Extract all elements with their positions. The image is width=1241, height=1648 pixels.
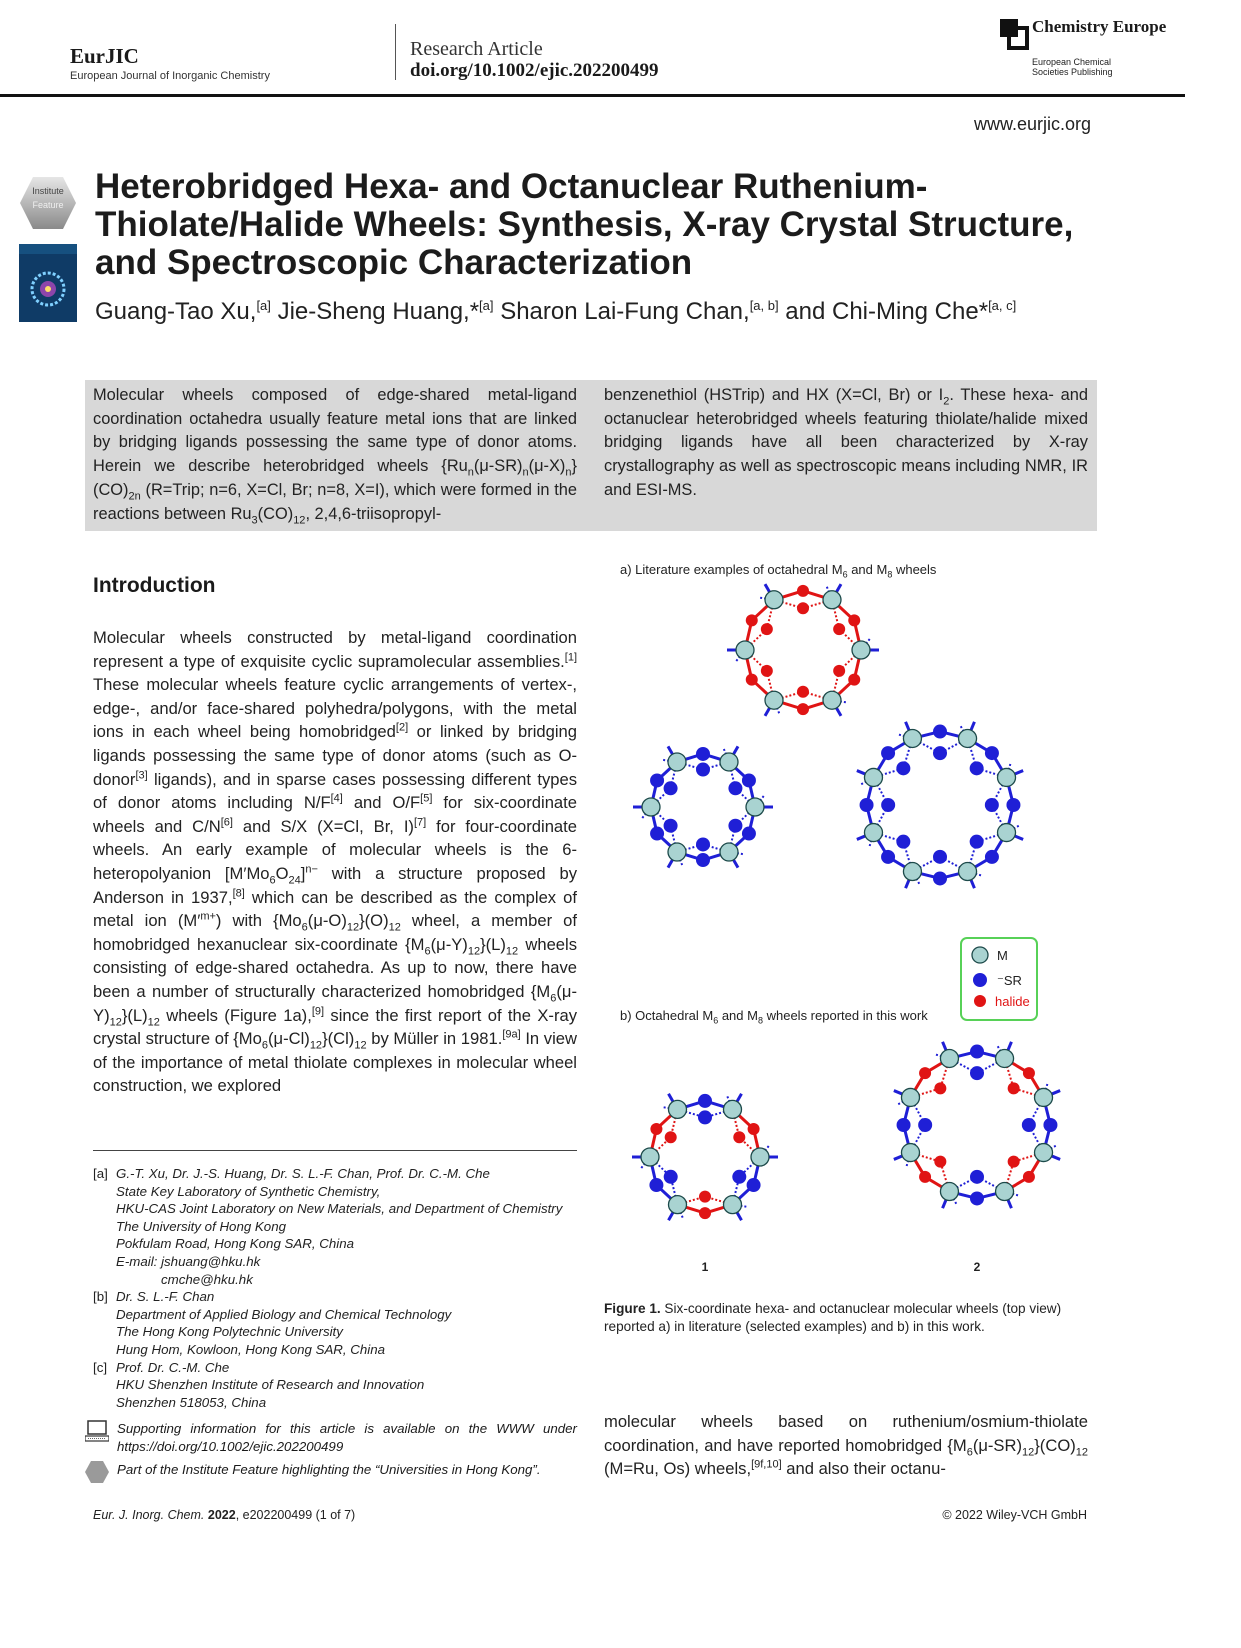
bridging-atom (732, 1170, 746, 1184)
section-heading: Introduction (93, 574, 216, 597)
bridging-atom (797, 703, 809, 715)
bridging-atom (833, 623, 845, 635)
metal-atom (720, 753, 738, 771)
metal-atom (669, 1100, 687, 1118)
bridging-atom (985, 798, 999, 812)
figure-panel-b-label: b) Octahedral $M_6$ and $M_8$ wheels reported in this work (620, 1008, 928, 1026)
metal-atom (864, 824, 882, 842)
bridging-atom (698, 1110, 712, 1124)
header-divider (395, 24, 396, 80)
bridging-atom (728, 819, 742, 833)
bridging-atom (985, 746, 999, 760)
publisher-subtitle: European Chemical Societies Publishing (1032, 57, 1113, 77)
footnote-line: HKU-CAS Joint Laboratory on New Materials, and Department of Chemistry (116, 1201, 563, 1217)
compound-label-2: 2 (973, 1260, 981, 1274)
metal-atom (940, 1049, 958, 1067)
bridging-atom (1008, 1082, 1020, 1094)
footnote-line: The University of Hong Kong (116, 1218, 286, 1234)
author-name: Sharon Lai-Fung Chan, (500, 298, 750, 325)
footnote-line: The Hong Kong Polytechnic University (116, 1324, 343, 1340)
footnote-line: G.-T. Xu, Dr. J.-S. Huang, Dr. S. L.-F. Chan, Prof. Dr. C.-M. Che (116, 1166, 490, 1181)
footnote-line: Prof. Dr. C.-M. Che (116, 1359, 230, 1375)
bridging-atom (733, 1131, 745, 1143)
footnote-line: State Key Laboratory of Synthetic Chemistry, (116, 1183, 381, 1199)
metal-atom (668, 753, 686, 771)
bridging-atom (699, 1207, 711, 1219)
molecular-wheels-figure (600, 560, 1100, 1300)
bridging-atom (848, 674, 860, 686)
bridging-atom (728, 781, 742, 795)
legend-metal-label: M (997, 948, 1008, 963)
footnote-line: Dr. S. L.-F. Chan (116, 1289, 215, 1305)
legend-halide-label: halide (995, 994, 1030, 1009)
bridging-atom (650, 773, 664, 787)
metal-atom (641, 1148, 659, 1166)
bridging-atom (747, 1178, 761, 1192)
bridging-atom (934, 1082, 946, 1094)
metal-atom (852, 641, 870, 659)
metal-atom (823, 591, 841, 609)
author-list (95, 298, 1016, 326)
author-affiliation: [a, c] (988, 298, 1017, 313)
bridging-atom (933, 725, 947, 739)
metal-atom (998, 768, 1016, 786)
metal-atom (864, 768, 882, 786)
figure-legend (961, 938, 1037, 1020)
bridging-atom (881, 850, 895, 864)
bridging-atom (1023, 1067, 1035, 1079)
legend-thiolate-label: ⁻SR (997, 973, 1022, 988)
bridging-atom (650, 827, 664, 841)
bridging-atom (934, 1156, 946, 1168)
bridging-atom (746, 674, 758, 686)
metal-atom (959, 863, 977, 881)
bridging-atom (848, 614, 860, 626)
bridging-atom (881, 798, 895, 812)
bridging-atom (650, 1123, 662, 1135)
copyright-footer: © 2022 Wiley-VCH GmbH (942, 1508, 1087, 1522)
metal-atom (668, 843, 686, 861)
computer-icon (85, 1420, 109, 1442)
article-type: Research Article (410, 38, 543, 60)
article-title: Heterobridged Hexa- and Octanuclear Ruthenium-Thiolate/Halide Wheels: Synthesis, X-ray Crystal Structure, and Spectroscopic Characterization (95, 167, 1074, 282)
metal-atom (903, 729, 921, 747)
bridging-atom (1008, 1156, 1020, 1168)
metal-atom (669, 1196, 687, 1214)
body-paragraph-right: molecular wheels based on ruthenium/osmium-thiolate coordination, and have reported homobridged $\{M_6(\mu-SR)_{12}\}(CO)_{12}$ (M=Ru, Os) wheels,[9f,10] and also their octanu- (604, 1412, 1088, 1479)
author-affiliation: [a] (479, 298, 494, 313)
legend-halide-marker (974, 995, 986, 1007)
metal-atom (642, 798, 660, 816)
bridging-atom (933, 871, 947, 885)
introduction-paragraph: Molecular wheels constructed by metal-ligand coordination represent a type of exquisite cyclic supramolecular assemblies.[1] These molecular wheels feature cyclic arrangements of vertex-, edge-, and/or face-shared polyhedra/polygons, with the metal ions in each wheel being homobridged[2] or linked by bridging ligands possessing the same type of donor atoms (such as O-donor[3] ligands), and in sparse cases possessing different types of donor atoms including N/F[4] and O/F[5] for six-coordinate wheels and C/N[6] and S/X (X=Cl, Br, I)[7] for four-coordinate wheels. An early example of molecular wheels is the 6-heteropolyanion $[M'Mo_6O_{24}]^{n-}$ with a structure proposed by Anderson in 1937,[8] which can be described as the complex of metal ion $(M'^{m+})$ with $\{Mo_6(\mu-O)_{12}\}(O)_{12}$ wheel, a member of homobridged hexanuclear six-coordinate $\{M_6(\mu-Y)_{12}\}(L)_{12}$ wheels consisting of edge-shared octahedra. As up to now, there have been a number of structurally characterized homobridged $\{M_6(\mu-Y)_{12}\}(L)_{12}$ wheels (Figure 1a),[9] since the first report of the X-ray crystal structure of $\{Mo_6(\mu-Cl)_{12}\}(Cl)_{12}$ by Müller in 1981.[9a] In view of the importance of metal thiolate complexes in molecular wheel construction, we explored (93, 628, 578, 1096)
legend-thiolate-marker (973, 973, 987, 987)
author-affiliation: [a, b] (749, 298, 779, 313)
bridging-atom (985, 850, 999, 864)
footnote-line: Department of Applied Biology and Chemical Technology (116, 1306, 452, 1322)
metal-atom (746, 798, 764, 816)
bridging-atom (699, 1191, 711, 1203)
footnote-email[interactable]: E-mail: jshuang@hku.hk (116, 1253, 261, 1269)
bridging-atom (897, 1118, 911, 1132)
bridging-atom (761, 623, 773, 635)
bridging-atom (970, 835, 984, 849)
bridging-atom (933, 746, 947, 760)
journal-full-name: European Journal of Inorganic Chemistry (70, 70, 270, 82)
header-rule (0, 94, 1185, 97)
footnote-line: Hung Hom, Kowloon, Hong Kong SAR, China (116, 1341, 386, 1357)
badge-line2: Feature (32, 200, 64, 210)
metal-atom (940, 1183, 958, 1201)
author-name: and Chi-Ming Che* (785, 298, 989, 325)
bridging-atom (881, 746, 895, 760)
bridging-atom (761, 665, 773, 677)
institute-feature-note: Part of the Institute Feature highlighting the “Universities in Hong Kong”. (117, 1462, 541, 1477)
metal-atom (901, 1144, 919, 1162)
bridging-atom (970, 761, 984, 775)
bridging-atom (664, 819, 678, 833)
bridging-atom (748, 1123, 760, 1135)
bridging-atom (896, 761, 910, 775)
affiliation-footnotes (93, 1165, 577, 1411)
footnote-key: [b] (93, 1289, 108, 1305)
bridging-atom (696, 853, 710, 867)
bridging-atom (933, 850, 947, 864)
bridging-atom (649, 1178, 663, 1192)
metal-atom (1035, 1088, 1053, 1106)
metal-atom (720, 843, 738, 861)
bridging-atom (970, 1191, 984, 1205)
bridging-atom (919, 1067, 931, 1079)
chemistry-europe-logo-icon (1000, 19, 1030, 51)
bridging-atom (664, 781, 678, 795)
metal-atom (751, 1148, 769, 1166)
figure-panel-a-label: a) Literature examples of octahedral $M_6$ and $M_8$ wheels (620, 562, 937, 580)
metal-atom (959, 729, 977, 747)
footnote-email[interactable]: cmche@hku.hk (161, 1271, 253, 1287)
bridging-atom (919, 1171, 931, 1183)
footnote-key: [a] (93, 1166, 108, 1181)
footnote-line: HKU Shenzhen Institute of Research and Innovation (116, 1377, 425, 1393)
journal-name: EurJIC (70, 44, 139, 68)
bridging-atom (696, 837, 710, 851)
citation-footer: Eur. J. Inorg. Chem. 2022, e202200499 (1 of 7) (93, 1508, 356, 1522)
bridging-atom (1022, 1118, 1036, 1132)
metal-atom (996, 1183, 1014, 1201)
bridging-atom (797, 585, 809, 597)
figure-caption-text: Six-coordinate hexa- and octanuclear molecular wheels (top view) reported a) in literature (selected examples) and b) in this work. (604, 1301, 1062, 1334)
bridging-atom (1043, 1118, 1057, 1132)
metal-atom (996, 1049, 1014, 1067)
bridging-atom (797, 602, 809, 614)
legend-metal-marker (972, 947, 988, 963)
bridging-atom (696, 763, 710, 777)
abstract-right-column: benzenethiol (HSTrip) and HX (X=Cl, Br) or $I_2$. These hexa- and octanuclear heterobridged wheels featuring thiolate/halide mixed bridging ligands have all been characterized by X-ray crystallography as well as spectroscopic means including NMR, IR and ESI-MS. (604, 386, 1088, 499)
bridging-atom (746, 614, 758, 626)
author-affiliation: [a] (256, 298, 271, 313)
bridging-atom (698, 1094, 712, 1108)
bridging-atom (1006, 798, 1020, 812)
institute-feature-badge-icon (19, 176, 77, 230)
institute-feature-small-icon (85, 1461, 109, 1483)
figure-caption-label: Figure 1. (604, 1301, 661, 1316)
bridging-atom (797, 686, 809, 698)
bridging-atom (970, 1066, 984, 1080)
bridging-atom (860, 798, 874, 812)
journal-cover-thumbnail-icon[interactable] (19, 244, 77, 322)
bridging-atom (918, 1118, 932, 1132)
compound-label-1: 1 (701, 1260, 709, 1274)
bridging-atom (696, 747, 710, 761)
publisher-title: Chemistry Europe (1032, 17, 1167, 36)
author-name: Guang-Tao Xu, (95, 298, 257, 325)
metal-atom (724, 1196, 742, 1214)
metal-atom (765, 591, 783, 609)
bridging-atom (833, 665, 845, 677)
metal-atom (998, 824, 1016, 842)
metal-atom (903, 863, 921, 881)
footnote-line: Pokfulam Road, Hong Kong SAR, China (116, 1236, 354, 1252)
figure-caption (604, 1300, 1088, 1336)
footnote-line: Shenzhen 518053, China (116, 1394, 267, 1410)
website-link[interactable]: www.eurjic.org (973, 114, 1091, 134)
abstract-left-column: Molecular wheels composed of edge-shared metal-ligand coordination octahedra usually feature metal ions that are linked by bridging ligands possessing the same type of donor atoms. Herein we describe heterobridged wheels $\{Ru_n(\mu-SR)_n(\mu-X)_n\}(CO)_{2n}$ (R=Trip; n=6, X=Cl, Br; n=8, X=I), which were formed in the reactions between $Ru_3(CO)_{12}$, 2,4,6-triisopropyl- (93, 386, 577, 526)
footnote-rule (93, 1150, 577, 1151)
metal-atom (901, 1088, 919, 1106)
badge-line1: Institute (32, 186, 64, 196)
doi-link[interactable]: doi.org/10.1002/ejic.202200499 (410, 60, 659, 81)
bridging-atom (970, 1170, 984, 1184)
bridging-atom (742, 827, 756, 841)
author-name: Jie-Sheng Huang,* (277, 298, 480, 325)
bridging-atom (664, 1170, 678, 1184)
bridging-atom (665, 1131, 677, 1143)
bridging-atom (742, 773, 756, 787)
metal-atom (1035, 1144, 1053, 1162)
metal-atom (736, 641, 754, 659)
footnote-key: [c] (93, 1359, 108, 1375)
bridging-atom (896, 835, 910, 849)
metal-atom (765, 691, 783, 709)
bridging-atom (1023, 1171, 1035, 1183)
metal-atom (724, 1100, 742, 1118)
supporting-information-note[interactable]: Supporting information for this article is available on the WWW under https://doi.org/10.1002/ejic.202200499 (117, 1421, 577, 1454)
metal-atom (823, 691, 841, 709)
bridging-atom (970, 1045, 984, 1059)
